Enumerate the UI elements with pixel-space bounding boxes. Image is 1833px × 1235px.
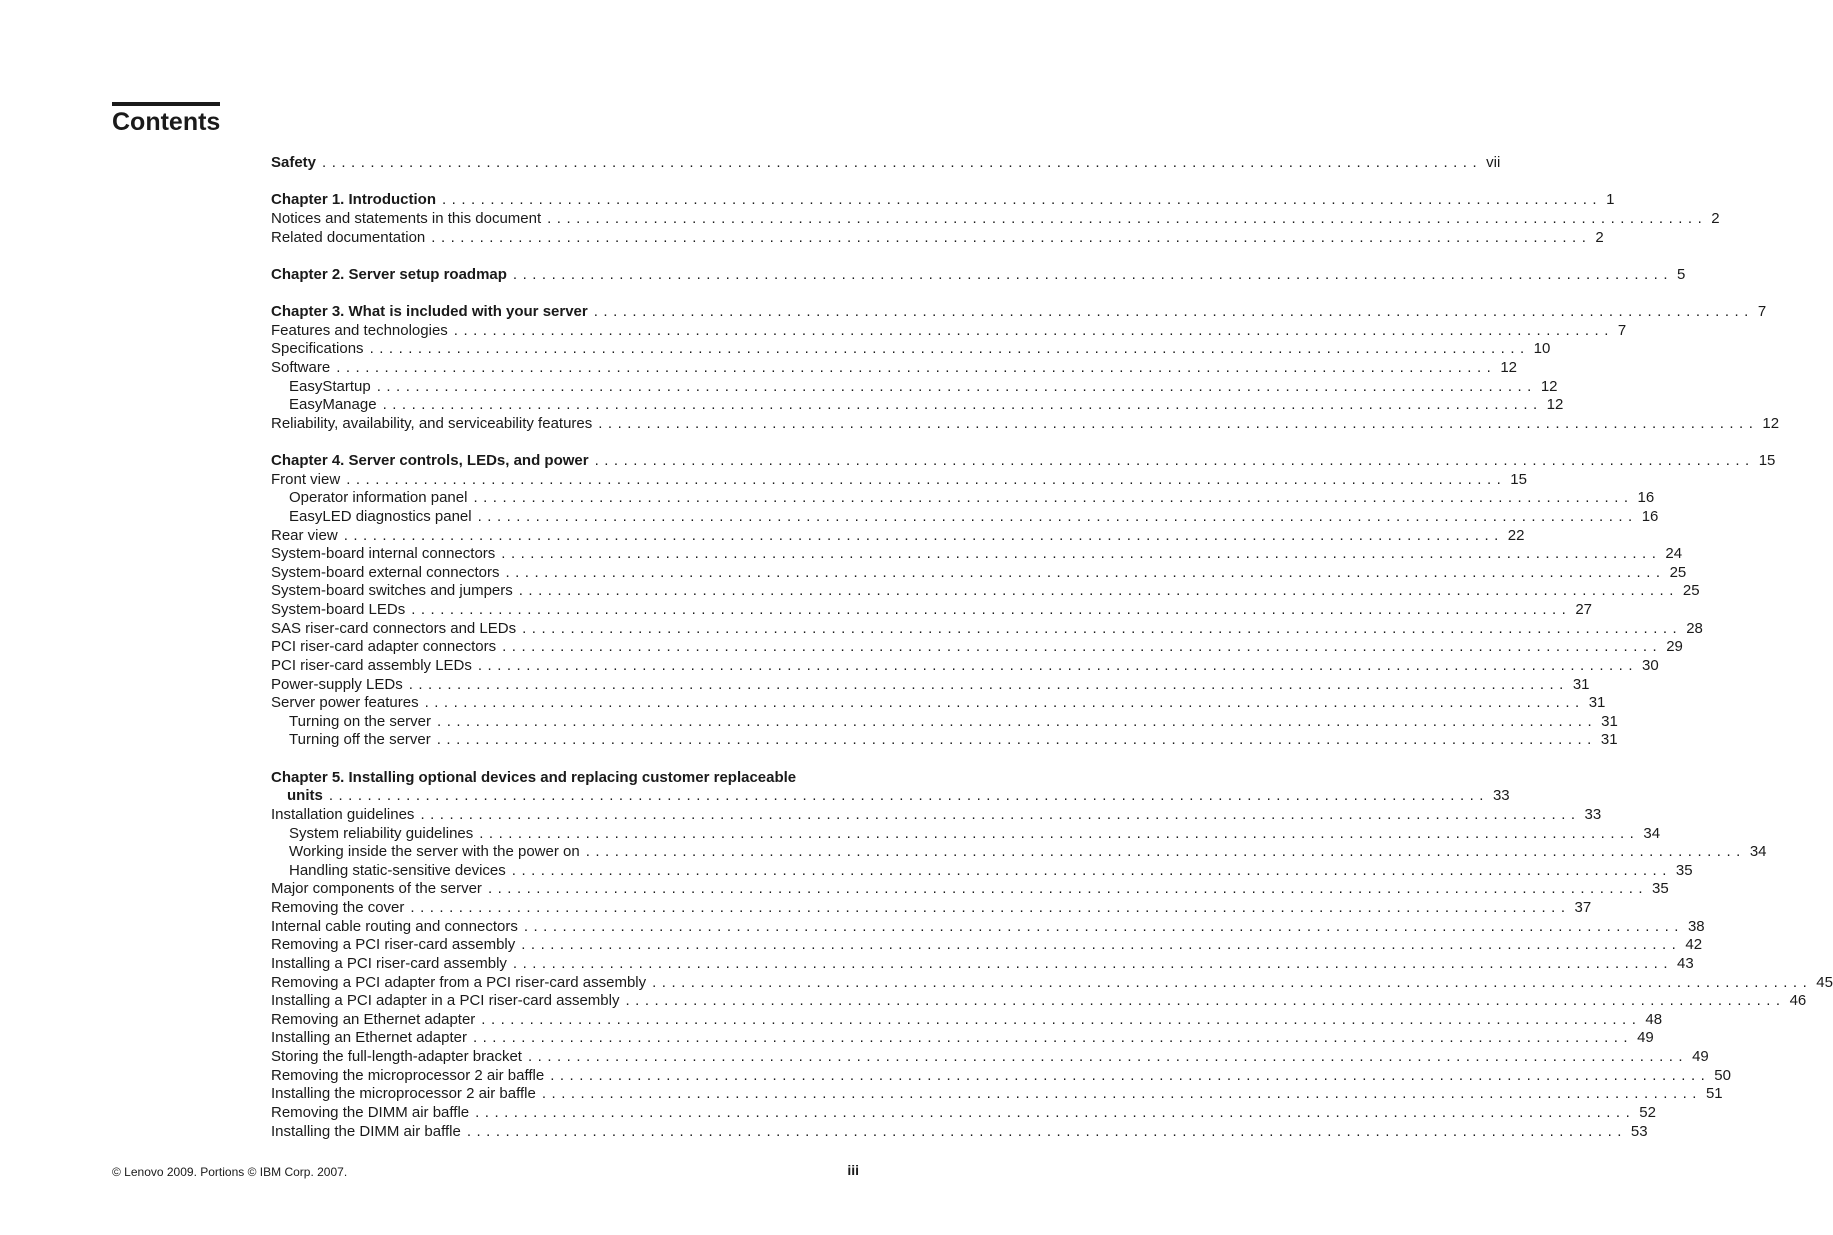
toc-entry[interactable] [271, 1085, 1723, 1104]
toc-entry-page: 5 [1677, 265, 1686, 283]
toc-entry-label: Operator information panel [289, 489, 468, 507]
toc-entry[interactable] [271, 1122, 1648, 1142]
dot-leader: ........................................................................................................................ [512, 954, 1674, 972]
toc-entry-label: EasyManage [289, 396, 377, 414]
dot-leader: ........................................................................................................................ [376, 377, 1537, 395]
toc-entry-page: 2 [1595, 228, 1604, 246]
dot-leader: ........................................................................................................................ [550, 1066, 1711, 1084]
group-spacer [271, 433, 859, 452]
group-spacer [271, 173, 859, 192]
dot-leader: ........................................................................................................................ [420, 805, 1581, 823]
dot-leader: ........................................................................................................................ [522, 619, 1683, 637]
toc-entry-page: 7 [1757, 303, 1767, 320]
toc-entry[interactable] [271, 209, 1720, 229]
toc-entry[interactable] [271, 824, 1661, 844]
dot-leader: ........................................................................................................................ [512, 265, 1674, 283]
toc-entry-page: 52 [1639, 1103, 1656, 1121]
dot-leader: ........................................................................................................................ [473, 489, 1634, 507]
toc-entry-label: Chapter 2. Server setup roadmap [271, 265, 507, 283]
toc-entry[interactable] [271, 843, 1767, 862]
toc-entry[interactable] [271, 265, 1686, 285]
copyright-footer: © Lenovo 2009. Portions © IBM Corp. 2007. [112, 1165, 348, 1179]
toc-entry-label: Notices and statements in this document [271, 209, 542, 227]
toc-entry-label: Front view [271, 470, 341, 488]
toc-entry-label: PCI riser-card adapter connectors [271, 638, 497, 656]
dot-leader: ........................................................................................................................ [436, 731, 1597, 749]
dot-leader: ........................................................................................................................ [411, 601, 1572, 618]
toc-entry-page: 1 [1606, 191, 1615, 209]
toc-entry-page: 35 [1652, 880, 1669, 898]
toc-entry-page: 34 [1749, 843, 1767, 861]
dot-leader: ........................................................................................................................ [547, 209, 1708, 227]
dot-leader: ........................................................................................................................ [487, 880, 1649, 898]
dot-leader: ........................................................................................................................ [477, 507, 1638, 525]
toc-entry-label: SAS riser-card connectors and LEDs [271, 619, 517, 637]
toc-entry-label: Removing an Ethernet adapter [271, 1010, 476, 1028]
toc-entry-page: 31 [1572, 675, 1590, 693]
dot-leader: ........................................................................................................................ [382, 396, 1543, 414]
toc-entry-page: 48 [1645, 1010, 1663, 1028]
toc-entry[interactable] [271, 358, 1517, 378]
toc-entry-label: Internal cable routing and connectors [271, 917, 518, 935]
toc-entry-label: System-board internal connectors [271, 545, 496, 563]
dot-leader: ........................................................................................................................ [481, 1010, 1642, 1028]
toc-entry-label: Installing the DIMM air baffle [271, 1122, 461, 1140]
dot-leader: ........................................................................................................................ [598, 414, 1759, 432]
dot-leader: ........................................................................................................................ [502, 638, 1663, 656]
table-of-contents [271, 154, 1833, 1141]
toc-entry-page: 29 [1666, 638, 1683, 656]
toc-entry-page: 46 [1789, 992, 1807, 1010]
dot-leader: ........................................................................................................................ [541, 1085, 1702, 1103]
toc-entry-page: 35 [1675, 861, 1693, 879]
toc-entry[interactable] [271, 489, 1655, 508]
toc-entry[interactable] [271, 563, 1687, 583]
toc-entry[interactable] [271, 414, 1780, 434]
toc-entry[interactable] [271, 694, 1606, 713]
dot-leader: ........................................................................................................................ [523, 917, 1684, 935]
page-number: iii [847, 1162, 859, 1178]
toc-entry-label: Related documentation [271, 228, 426, 246]
toc-entry-label: Installation guidelines [271, 805, 415, 823]
toc-entry-label: Storing the full-length-adapter bracket [271, 1048, 522, 1065]
title-rule [112, 102, 220, 106]
toc-entry-page: 49 [1637, 1029, 1654, 1047]
toc-entry-label: Installing an Ethernet adapter [271, 1029, 467, 1047]
toc-entry-label: units [287, 787, 323, 805]
toc-entry[interactable] [271, 470, 1527, 490]
dot-leader: ........................................................................................................................ [442, 191, 1603, 209]
toc-entry-label: System-board external connectors [271, 563, 500, 581]
toc-entry-page: 51 [1705, 1085, 1723, 1103]
toc-entry-label: Installing the microprocessor 2 air baffle [271, 1085, 536, 1103]
dot-leader: ........................................................................................................................ [410, 899, 1571, 916]
toc-entry-label: Removing a PCI riser-card assembly [271, 936, 516, 954]
toc-entry-label: Software [271, 358, 331, 376]
dot-leader: ........................................................................................................................ [585, 843, 1746, 861]
dot-leader: ........................................................................................................................ [322, 154, 1483, 171]
toc-entry[interactable] [271, 582, 1700, 601]
toc-entry-page: 50 [1714, 1066, 1731, 1084]
dot-leader: ........................................................................................................................ [343, 526, 1504, 544]
toc-entry-label: Server power features [271, 694, 419, 712]
toc-entry-page: 27 [1575, 601, 1593, 618]
toc-entry[interactable] [271, 805, 1602, 825]
toc-entry[interactable] [271, 712, 1618, 732]
group-spacer [271, 247, 859, 266]
toc-entry-page: 10 [1533, 340, 1551, 358]
toc-entry[interactable] [271, 1048, 1709, 1067]
toc-entry-page: 12 [1500, 358, 1517, 376]
toc-entry-label: Removing the cover [271, 899, 405, 916]
toc-entry[interactable] [271, 545, 1683, 564]
dot-leader: ........................................................................................................................ [501, 545, 1662, 563]
toc-entry-label: Reliability, availability, and serviceability features [271, 414, 593, 432]
toc-entry[interactable] [271, 880, 1669, 899]
dot-leader: ........................................................................................................................ [336, 358, 1497, 376]
toc-entry-label: EasyStartup [289, 377, 371, 395]
toc-entry-page: 31 [1601, 712, 1618, 730]
toc-entry-label: Chapter 4. Server controls, LEDs, and power [271, 452, 589, 469]
dot-leader: ........................................................................................................................ [328, 787, 1489, 805]
toc-entry[interactable] [271, 992, 1807, 1011]
group-spacer [271, 750, 859, 769]
toc-entry-page: 12 [1762, 414, 1780, 432]
toc-entry-page: 12 [1540, 377, 1558, 395]
dot-leader: ........................................................................................................................ [431, 228, 1592, 246]
toc-entry[interactable] [271, 787, 1510, 806]
toc-entry-label: Chapter 5. Installing optional devices and replacing customer replaceable [271, 768, 797, 786]
dot-leader: ........................................................................................................................ [505, 563, 1666, 581]
toc-entry-label: Rear view [271, 526, 338, 544]
dot-leader: ........................................................................................................................ [594, 452, 1755, 469]
toc-entry-label: Turning off the server [289, 731, 431, 749]
toc-entry[interactable] [271, 936, 1703, 955]
toc-entry[interactable] [271, 452, 1776, 471]
toc-entry-label: Removing a PCI adapter from a PCI riser-card assembly [271, 973, 647, 991]
dot-leader: ........................................................................................................................ [625, 992, 1786, 1010]
toc-entry[interactable] [271, 154, 1501, 173]
toc-entry-label: System reliability guidelines [289, 824, 474, 842]
toc-entry-label: System-board LEDs [271, 601, 406, 618]
toc-entry[interactable] [271, 769, 859, 788]
toc-entry-page: 33 [1584, 805, 1602, 823]
toc-entry-label: Chapter 1. Introduction [271, 191, 436, 209]
dot-leader: ........................................................................................................................ [518, 582, 1679, 600]
toc-entry-label: Installing a PCI riser-card assembly [271, 954, 507, 972]
dot-leader: ........................................................................................................................ [346, 470, 1507, 488]
dot-leader: ........................................................................................................................ [408, 675, 1569, 693]
dot-leader: ........................................................................................................................ [652, 973, 1813, 991]
toc-entry-page: 43 [1677, 954, 1694, 972]
toc-entry[interactable] [271, 396, 1564, 415]
toc-entry-page: 38 [1687, 917, 1705, 935]
dot-leader: ........................................................................................................................ [475, 1103, 1636, 1121]
toc-entry-label: PCI riser-card assembly LEDs [271, 656, 472, 674]
dot-leader: ........................................................................................................................ [453, 321, 1614, 339]
toc-entry[interactable] [271, 619, 1703, 639]
group-spacer [271, 284, 859, 303]
toc-entry-page: 24 [1665, 545, 1683, 563]
page-title: Contents [112, 108, 221, 136]
toc-entry-label: Power-supply LEDs [271, 675, 403, 693]
toc-entry-label: Removing the DIMM air baffle [271, 1103, 470, 1121]
toc-entry-page: 33 [1492, 787, 1510, 805]
toc-entry-label: Turning on the server [289, 712, 432, 730]
toc-entry-page: 16 [1637, 489, 1655, 507]
toc-entry-page: 37 [1574, 899, 1592, 916]
toc-entry[interactable] [271, 228, 1604, 248]
toc-entry-page: 31 [1588, 694, 1606, 712]
toc-entry-page: 31 [1600, 731, 1618, 749]
toc-entry-page: 49 [1692, 1048, 1709, 1065]
toc-entry-label: Specifications [271, 340, 364, 358]
toc-entry-label: Installing a PCI adapter in a PCI riser-card assembly [271, 992, 620, 1010]
dot-leader: ........................................................................................................................ [479, 824, 1640, 842]
toc-entry-page: 30 [1642, 656, 1659, 674]
toc-entry-page: 16 [1641, 507, 1659, 525]
toc-entry[interactable] [271, 675, 1590, 695]
toc-entry-label: System-board switches and jumpers [271, 582, 513, 600]
toc-entry[interactable] [271, 601, 1593, 620]
toc-entry-label: EasyLED diagnostics panel [289, 507, 472, 525]
dot-leader: ........................................................................................................................ [521, 936, 1682, 954]
dot-leader: ........................................................................................................................ [369, 340, 1530, 358]
toc-entry-page: 25 [1669, 563, 1687, 581]
toc-entry[interactable] [271, 861, 1693, 881]
toc-entry[interactable] [271, 340, 1551, 359]
toc-entry[interactable] [271, 899, 1592, 918]
toc-entry-page: 15 [1510, 470, 1527, 488]
toc-entry[interactable] [271, 321, 1627, 341]
toc-entry[interactable] [271, 507, 1659, 527]
toc-entry[interactable] [271, 973, 1833, 993]
toc-entry[interactable] [271, 1029, 1654, 1048]
toc-entry[interactable] [271, 1066, 1731, 1086]
dot-leader: ........................................................................................................................ [466, 1122, 1627, 1140]
toc-entry-label: Handling static-sensitive devices [289, 861, 506, 879]
toc-entry-page: vii [1486, 154, 1501, 171]
toc-entry[interactable] [271, 1010, 1663, 1030]
toc-entry-label: Working inside the server with the power on [289, 843, 580, 861]
toc-entry-page: 25 [1682, 582, 1700, 600]
dot-leader: ........................................................................................................................ [527, 1048, 1689, 1065]
dot-leader: ........................................................................................................................ [424, 694, 1585, 712]
toc-entry-page: 12 [1546, 396, 1564, 414]
toc-entry-page: 42 [1685, 936, 1703, 954]
dot-leader: ........................................................................................................................ [472, 1029, 1634, 1047]
toc-entry-label: Features and technologies [271, 321, 448, 339]
toc-entry-page: 22 [1507, 526, 1525, 544]
toc-entry-label: Chapter 3. What is included with your server [271, 303, 588, 320]
toc-entry-page: 2 [1711, 209, 1720, 227]
dot-leader: ........................................................................................................................ [477, 656, 1638, 674]
toc-entry-page: 15 [1758, 452, 1776, 469]
toc-entry-label: Safety [271, 154, 317, 171]
toc-entry[interactable] [271, 526, 1525, 546]
toc-entry[interactable] [271, 731, 1618, 750]
toc-entry[interactable] [271, 638, 1683, 657]
toc-entry[interactable] [271, 954, 1694, 974]
toc-entry-page: 7 [1617, 321, 1627, 339]
toc-entry-page: 34 [1643, 824, 1661, 842]
dot-leader: ........................................................................................................................ [511, 861, 1672, 879]
dot-leader: ........................................................................................................................ [593, 303, 1754, 320]
toc-entry[interactable] [271, 917, 1705, 937]
toc-entry-page: 45 [1816, 973, 1833, 991]
toc-entry-page: 53 [1630, 1122, 1648, 1140]
dot-leader: ........................................................................................................................ [437, 712, 1598, 730]
toc-entry[interactable] [271, 303, 1767, 322]
toc-entry[interactable] [271, 377, 1558, 397]
toc-entry[interactable] [271, 656, 1659, 676]
toc-entry-label: Removing the microprocessor 2 air baffle [271, 1066, 545, 1084]
toc-entry-label: Major components of the server [271, 880, 482, 898]
toc-entry[interactable] [271, 191, 1615, 210]
toc-entry[interactable] [271, 1103, 1656, 1123]
toc-entry-page: 28 [1686, 619, 1703, 637]
